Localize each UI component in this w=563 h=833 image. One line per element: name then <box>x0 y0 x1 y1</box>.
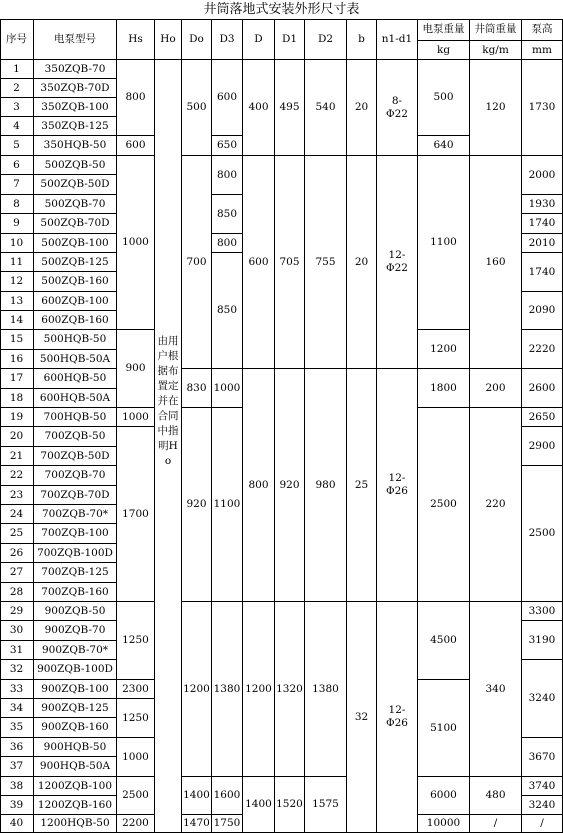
b-cell: 20 <box>347 156 377 369</box>
n1d1-cell: 12-Φ22 <box>377 156 418 369</box>
model-cell: 600ZQB-100 <box>34 292 117 311</box>
d3-cell: 1750 <box>212 815 243 833</box>
seq-cell: 40 <box>0 815 34 833</box>
d1-cell: 1520 <box>275 777 305 833</box>
shaft-weight-cell: / <box>470 815 522 833</box>
hs-cell: 1700 <box>117 427 155 602</box>
header-shaft-weight: 井筒重量 <box>470 19 522 41</box>
d2-cell: 1380 <box>305 602 347 777</box>
pump-weight-cell: 4500 <box>418 602 470 680</box>
shaft-weight-cell: 480 <box>470 777 522 815</box>
model-cell: 900ZQB-70* <box>34 641 117 660</box>
seq-cell: 1 <box>0 60 34 79</box>
seq-cell: 30 <box>0 621 34 641</box>
n1d1-cell: 8-Φ22 <box>377 60 418 156</box>
seq-cell: 6 <box>0 156 34 175</box>
d1-cell: 495 <box>275 60 305 156</box>
header-d3: D3 <box>212 19 243 60</box>
pump-height-cell: 1730 <box>522 60 563 156</box>
model-cell: 500ZQB-50D <box>34 175 117 195</box>
model-cell: 350ZQB-70D <box>34 79 117 98</box>
seq-cell: 37 <box>0 757 34 777</box>
hs-cell: 1000 <box>117 738 155 777</box>
model-cell: 500HQB-50 <box>34 330 117 350</box>
model-cell: 500ZQB-50 <box>34 156 117 175</box>
header-ho: Ho <box>155 19 182 60</box>
pump-height-cell: 2600 <box>522 369 563 408</box>
seq-cell: 10 <box>0 234 34 253</box>
model-cell: 500ZQB-100 <box>34 234 117 253</box>
table-title: 井筒落地式安装外形尺寸表 <box>203 2 360 17</box>
model-cell: 350ZQB-125 <box>34 117 117 136</box>
header-b: b <box>347 19 377 60</box>
shaft-weight-cell: 160 <box>470 156 522 369</box>
d-cell: 1200 <box>243 602 275 777</box>
header-model: 电泵型号 <box>34 19 117 60</box>
model-cell: 700ZQB-50D <box>34 447 117 466</box>
seq-cell: 8 <box>0 195 34 214</box>
header-pump-height-unit: mm <box>522 41 563 60</box>
d3-cell: 650 <box>212 136 243 156</box>
d3-cell: 1000 <box>212 369 243 408</box>
header-n1d1: n1-d1 <box>377 19 418 60</box>
seq-cell: 32 <box>0 660 34 680</box>
header-shaft-weight-unit: kg/m <box>470 41 522 60</box>
model-cell: 700ZQB-70* <box>34 505 117 524</box>
pump-weight-cell: 1200 <box>418 330 470 369</box>
model-cell: 1200ZQB-100 <box>34 777 117 796</box>
pump-height-cell: 2010 <box>522 234 563 253</box>
model-cell: 350HQB-50 <box>34 136 117 156</box>
model-cell: 700HQB-50 <box>34 408 117 427</box>
b-cell: 32 <box>347 602 377 833</box>
d2-cell: 1575 <box>305 777 347 833</box>
seq-cell: 23 <box>0 486 34 505</box>
seq-cell: 14 <box>0 311 34 330</box>
n1d1-cell: 12-Φ26 <box>377 602 418 833</box>
model-cell: 900ZQB-100D <box>34 660 117 680</box>
seq-cell: 22 <box>0 466 34 486</box>
seq-cell: 11 <box>0 253 34 272</box>
do-cell: 1200 <box>182 602 212 777</box>
header-d2: D2 <box>305 19 347 60</box>
model-cell: 700ZQB-160 <box>34 583 117 602</box>
model-cell: 500HQB-50A <box>34 350 117 369</box>
pump-weight-cell: 2500 <box>418 408 470 602</box>
pump-height-cell: 3300 <box>522 602 563 621</box>
model-cell: 900ZQB-70 <box>34 621 117 641</box>
header-do: Do <box>182 19 212 60</box>
header-d1: D1 <box>275 19 305 60</box>
model-cell: 500ZQB-70 <box>34 195 117 214</box>
d3-cell: 850 <box>212 253 243 369</box>
d3-cell: 850 <box>212 195 243 234</box>
seq-cell: 4 <box>0 117 34 136</box>
model-cell: 900ZQB-160 <box>34 718 117 738</box>
pump-height-cell: 3240 <box>522 660 563 738</box>
pump-weight-cell: 500 <box>418 60 470 136</box>
seq-cell: 20 <box>0 427 34 447</box>
model-cell: 500ZQB-160 <box>34 272 117 292</box>
seq-cell: 7 <box>0 175 34 195</box>
seq-cell: 17 <box>0 369 34 389</box>
model-cell: 700ZQB-50 <box>34 427 117 447</box>
hs-cell: 1250 <box>117 699 155 738</box>
hs-cell: 2500 <box>117 777 155 815</box>
pump-height-cell: 1740 <box>522 253 563 292</box>
seq-cell: 27 <box>0 563 34 583</box>
d-cell: 600 <box>243 156 275 369</box>
seq-cell: 24 <box>0 505 34 524</box>
hs-cell: 1250 <box>117 602 155 680</box>
pump-height-cell: / <box>522 815 563 833</box>
do-cell: 500 <box>182 60 212 156</box>
model-cell: 1200ZQB-160 <box>34 796 117 815</box>
shaft-weight-cell: 340 <box>470 602 522 777</box>
pump-height-cell: 2900 <box>522 427 563 466</box>
do-cell: 1400 <box>182 777 212 815</box>
hs-cell: 1000 <box>117 156 155 330</box>
hs-cell: 900 <box>117 330 155 408</box>
pump-weight-cell: 640 <box>418 136 470 156</box>
seq-cell: 21 <box>0 447 34 466</box>
model-cell: 350ZQB-70 <box>34 60 117 79</box>
hs-cell: 1000 <box>117 408 155 427</box>
seq-cell: 25 <box>0 524 34 544</box>
seq-cell: 9 <box>0 214 34 234</box>
hs-cell: 2200 <box>117 815 155 833</box>
header-pump-height: 泵高 <box>522 19 563 41</box>
model-cell: 900HQB-50A <box>34 757 117 777</box>
seq-cell: 33 <box>0 680 34 699</box>
pump-height-cell: 3740 <box>522 777 563 796</box>
pump-height-cell: 2000 <box>522 156 563 195</box>
seq-cell: 18 <box>0 389 34 408</box>
pump-weight-cell: 10000 <box>418 815 470 833</box>
pump-height-cell: 3240 <box>522 796 563 815</box>
seq-cell: 28 <box>0 583 34 602</box>
d3-cell: 800 <box>212 156 243 195</box>
d1-cell: 705 <box>275 156 305 369</box>
model-cell: 700ZQB-70 <box>34 466 117 486</box>
pump-height-cell: 2650 <box>522 408 563 427</box>
n1d1-cell: 12-Φ26 <box>377 369 418 602</box>
pump-weight-cell: 1800 <box>418 369 470 408</box>
seq-cell: 5 <box>0 136 34 156</box>
model-cell: 1200HQB-50 <box>34 815 117 833</box>
ho-note-cell: 由用户根据布置定并在合同中指明Ho <box>155 60 182 833</box>
header-pump-weight: 电泵重量 <box>418 19 470 41</box>
shaft-weight-cell: 120 <box>470 60 522 156</box>
d3-cell: 1100 <box>212 408 243 602</box>
seq-cell: 38 <box>0 777 34 796</box>
b-cell: 20 <box>347 60 377 156</box>
model-cell: 900ZQB-125 <box>34 699 117 718</box>
pump-weight-cell: 1100 <box>418 156 470 330</box>
d3-cell: 1600 <box>212 777 243 815</box>
d-cell: 1400 <box>243 777 275 833</box>
b-cell: 25 <box>347 369 377 602</box>
do-cell: 1470 <box>182 815 212 833</box>
model-cell: 700ZQB-125 <box>34 563 117 583</box>
d2-cell: 980 <box>305 369 347 602</box>
d3-cell: 600 <box>212 60 243 136</box>
header-seq: 序号 <box>0 19 34 60</box>
model-cell: 700ZQB-100 <box>34 524 117 544</box>
pump-weight-cell: 5100 <box>418 680 470 777</box>
pump-height-cell: 3190 <box>522 621 563 660</box>
pump-height-cell: 2500 <box>522 466 563 602</box>
seq-cell: 19 <box>0 408 34 427</box>
pump-weight-cell: 6000 <box>418 777 470 815</box>
do-cell: 920 <box>182 408 212 602</box>
shaft-weight-cell: 200 <box>470 369 522 408</box>
header-pump-weight-unit: kg <box>418 41 470 60</box>
model-cell: 700ZQB-100D <box>34 544 117 563</box>
seq-cell: 36 <box>0 738 34 757</box>
hs-cell: 2300 <box>117 680 155 699</box>
model-cell: 600HQB-50A <box>34 389 117 408</box>
shaft-weight-cell: 220 <box>470 408 522 602</box>
header-hs: Hs <box>117 19 155 60</box>
model-cell: 500ZQB-70D <box>34 214 117 234</box>
model-cell: 900ZQB-50 <box>34 602 117 621</box>
d2-cell: 540 <box>305 60 347 156</box>
seq-cell: 15 <box>0 330 34 350</box>
seq-cell: 2 <box>0 79 34 98</box>
seq-cell: 29 <box>0 602 34 621</box>
d3-cell: 800 <box>212 234 243 253</box>
seq-cell: 39 <box>0 796 34 815</box>
d-cell: 400 <box>243 60 275 156</box>
seq-cell: 16 <box>0 350 34 369</box>
d3-cell: 1380 <box>212 602 243 777</box>
d-cell: 800 <box>243 369 275 602</box>
model-cell: 600ZQB-160 <box>34 311 117 330</box>
hs-cell: 600 <box>117 136 155 156</box>
model-cell: 900ZQB-100 <box>34 680 117 699</box>
pump-height-cell: 3670 <box>522 738 563 777</box>
seq-cell: 12 <box>0 272 34 292</box>
seq-cell: 31 <box>0 641 34 660</box>
do-cell: 700 <box>182 156 212 369</box>
pump-height-cell: 1740 <box>522 214 563 234</box>
do-cell: 830 <box>182 369 212 408</box>
model-cell: 350ZQB-100 <box>34 98 117 117</box>
model-cell: 500ZQB-125 <box>34 253 117 272</box>
d2-cell: 755 <box>305 156 347 369</box>
header-d: D <box>243 19 275 60</box>
seq-cell: 26 <box>0 544 34 563</box>
seq-cell: 3 <box>0 98 34 117</box>
pump-height-cell: 2220 <box>522 330 563 369</box>
hs-cell: 800 <box>117 60 155 136</box>
seq-cell: 34 <box>0 699 34 718</box>
seq-cell: 35 <box>0 718 34 738</box>
model-cell: 900HQB-50 <box>34 738 117 757</box>
model-cell: 600HQB-50 <box>34 369 117 389</box>
model-cell: 700ZQB-70D <box>34 486 117 505</box>
pump-height-cell: 2090 <box>522 292 563 330</box>
seq-cell: 13 <box>0 292 34 311</box>
pump-height-cell: 1930 <box>522 195 563 214</box>
d1-cell: 1320 <box>275 602 305 777</box>
d1-cell: 920 <box>275 369 305 602</box>
